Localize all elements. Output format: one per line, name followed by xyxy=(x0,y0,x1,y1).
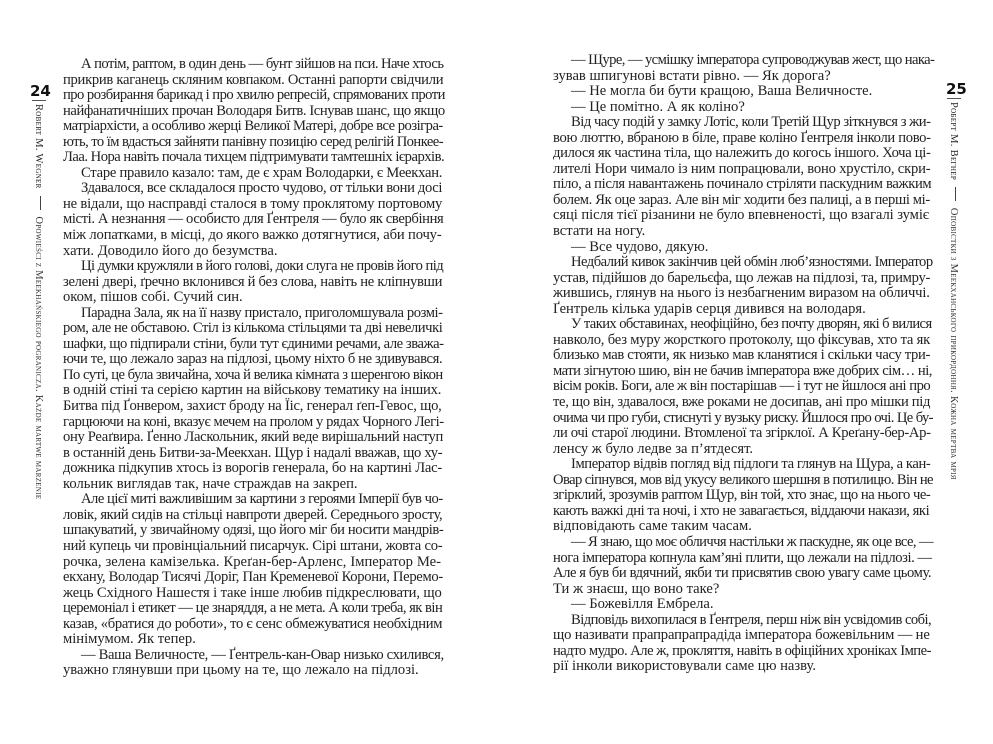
text-line: шафки, що підпирали стіни, були тут єдиними речами, але зважа- xyxy=(63,335,444,352)
text-line: — Ваша Величносте, — Ґентрель-кан-Овар низько схилився, xyxy=(81,646,444,663)
running-head-divider xyxy=(955,187,956,201)
text-line: Парадна Зала, як на її назву пристало, приголомшувала розмі- xyxy=(81,304,443,321)
text-line: найфанатичніших прочан Володаря Битв. Існував шанс, що якщо xyxy=(63,102,445,119)
text-line: кольник виглядав так, наче страждав на закреп. xyxy=(63,475,358,492)
text-line: ловік, який сидів на стільці навпроти дверей. Середнього зросту, xyxy=(63,506,443,523)
text-line: гарцюючи на коні, вказує мечем на пролом у рядах Чорного Легі- xyxy=(63,413,444,430)
text-line: — Це помітно. А як коліно? xyxy=(571,98,745,115)
text-line: Відповідь вихопилася в Ґентреля, перш ніж він усвідомив собі, xyxy=(571,611,932,628)
text-line: екхану, Володар Тисячі Доріг, Пан Кременевої Корони, Перемо- xyxy=(63,569,443,586)
text-line: дилося як частина тіла, що належить до когось іншого. Хоча ці- xyxy=(553,145,931,162)
text-line: Імператор відвів погляд від підлоги та глянув на Щура, а кан- xyxy=(571,456,931,473)
text-line: Недбалий кивок закінчив цей обмін люб’язностями. Імператор xyxy=(571,254,933,271)
text-line: По суті, це була звичайна, хоча й велика кімната з шеренгою вікон xyxy=(63,366,443,383)
page-number-rule xyxy=(947,98,961,99)
running-head-author: Robert M. Wegner xyxy=(33,104,44,189)
text-line: прикрив каганець скляним ковпаком. Останні рапорти свідчили xyxy=(63,71,444,88)
text-line: лителі Нори чимало із ним попрацювали, воно хрустіло, скри- xyxy=(553,160,931,177)
text-line: нога імператора копнула кам’яні плити, що лежали на підлозі. — xyxy=(553,549,932,566)
running-head-title: Оповістки з Меекханського прикордоння. Кожна мертва мрія xyxy=(948,207,959,480)
text-line: Ґентрель кілька ударів серця дивився на володаря. xyxy=(553,300,866,317)
text-line: те, що він, здавалося, вже роками не досипав, ані про мішки під xyxy=(553,394,931,411)
text-line: мати зігнутою шию, він не бачив імператора вже добрих сім… ні, xyxy=(553,362,932,379)
text-line: що називати прапрапрапрадіда імператора божевільним — не xyxy=(553,627,930,644)
text-line: церемоніал і етикет — це знаряддя, а не мета. А коли треба, як він xyxy=(63,600,443,617)
text-line: Битва під Ґонвером, захист броду на Їіс, генерал ґеп-Гевос, що, xyxy=(63,398,442,415)
text-line: кають важкі дні та ночі, і хто не завагається, віддаючи накази, які xyxy=(553,502,930,519)
text-line: ючи те, що лежало зараз на підлозі, цьому ніхто б не здивувався. xyxy=(63,351,443,368)
running-head-author: Роберт М. Вегнер xyxy=(948,102,959,181)
text-line: ону Реаґвира. Ґенно Ласкольник, який веде вирішальний наступ xyxy=(63,429,443,446)
text-line: про розбирання барикад і про хвилю репресій, спрямованих проти xyxy=(63,87,445,104)
text-line: ленсу ж було ледве за п’ятдесят. xyxy=(553,440,754,457)
text-line: — Не могла би бути кращою, Ваша Величносте. xyxy=(571,83,873,100)
text-line: уважно глянувши при цьому на те, що лежало на підлозі. xyxy=(63,662,419,679)
text-line: зував шпигунові встати рівно. — Як дорога? xyxy=(553,67,831,84)
page-number: 24 xyxy=(30,82,51,100)
text-line: в одній стіні та серією картин на військову тематику на інших. xyxy=(63,382,442,399)
text-line: шпакуватий, у звичайному одязі, що його міг би носити мандрів- xyxy=(63,522,444,539)
text-line: Ти ж знаєш, що воно таке? xyxy=(553,580,720,597)
page-number: 25 xyxy=(946,80,967,98)
running-head xyxy=(33,104,44,499)
text-line: ром, але не обставою. Стіл із кількома стільцями та дві невеличкі xyxy=(63,320,443,337)
text-line: устав, підійшов до барельєфа, що лежав на підлозі, та, примру- xyxy=(553,269,931,286)
text-line: оком, пішов собі. Сучий син. xyxy=(63,289,243,306)
text-line: очима чи про губи, стиснуті у вузьку риску. Йшлося про очі. Це бу- xyxy=(553,409,933,426)
running-head xyxy=(948,102,959,480)
text-line: вою люттю, вбраною в біле, праве коліно Ґентреля інколи пово- xyxy=(553,129,931,146)
text-line: Старе правило казало: там, де є храм Володарки, є Меекхан. xyxy=(81,164,443,181)
text-line: ють, то їм вдасться зайняти панівну позицію серед релігій Понкее- xyxy=(63,133,444,150)
text-line: — Щуре, — усмішку імператора супроводжував жест, що нака- xyxy=(571,52,935,68)
body-text xyxy=(553,52,935,675)
text-line: ний купець чи провінціальний писарчук. Сірі штани, жовта со- xyxy=(63,537,443,554)
text-line: в останній день Битви-за-Меекхан. Щур і надалі вважав, що ху- xyxy=(63,444,443,461)
text-line: сяці після тієї різанини не було впевненості, що взагалі зуміє xyxy=(553,207,929,224)
text-line: Овар сіпнувся, мов від укусу великого шершня в потилицю. Він не xyxy=(553,471,933,488)
text-line: рочка, зелена камізелька. Креґан-бер-Арленс, Імператор Ме- xyxy=(63,553,441,570)
text-line: вісім років. Боги, але ж він постарішав — і тут не йшлося ані про xyxy=(553,378,931,395)
text-line: — Божевілля Ембрела. xyxy=(571,596,714,613)
text-line: не відали, що насправді сталося в тому проклятому портовому xyxy=(63,195,443,212)
text-line: відповідають саме таким часам. xyxy=(553,518,752,535)
left-page xyxy=(0,0,496,744)
running-head-title: Opowieści z Meekhańskiego pogranicza. Każde martwe marzenie xyxy=(33,216,44,500)
text-line: хати. Доводило його до безумства. xyxy=(63,242,278,259)
text-line: встати на ногу. xyxy=(553,223,646,240)
text-line: А потім, раптом, в один день — бунт зійшов на пси. Наче хтось xyxy=(81,56,444,72)
text-line: надто мудро. Але ж, прокляття, навіть в офіційних хроніках Імпе- xyxy=(553,642,931,659)
page-number-rule xyxy=(32,100,46,101)
text-line: ли очі старої людини. Втомленої та згірклої. А Креґану-бер-Ар- xyxy=(553,425,931,442)
text-line: У таких обставинах, неофіційно, без почту дворян, які б вилися xyxy=(571,316,932,333)
text-line: місті. А незнання — особисто для Ґентреля — було як свербіння xyxy=(63,211,444,228)
text-line: матріархісти, а особливо жерці Великої Матері, добре все розігра- xyxy=(63,118,443,135)
right-page xyxy=(496,0,993,744)
text-line: дожника підкупив хтось із ворогів генерала, бо на картині Лас- xyxy=(63,460,443,477)
text-line: зелені двері, ґречно вклонився й без слова, навіть не кліпнувши xyxy=(63,273,443,290)
text-line: Ці думки кружляли в його голові, доки слуга не провів його під xyxy=(81,258,444,275)
text-line: — Все чудово, дякую. xyxy=(571,238,709,255)
text-line: Але цієї миті важливішим за картини з героями Імперії був чо- xyxy=(81,491,443,508)
text-line: жившись, глянув на нього із незбагненим виразом на обличчі. xyxy=(553,285,930,302)
text-line: згірклий, зрозумів раптом Щур, він той, хто знає, що на нього че- xyxy=(553,487,931,504)
text-line: Лаа. Нора навіть почала тихцем підтримувати тамтешніх ієрархів. xyxy=(63,149,445,166)
text-line: Здавалося, все складалося просто чудово, от тільки вони досі xyxy=(81,180,443,197)
text-line: казав, «братися до роботи», то є сенс обмежуватися необхідним xyxy=(63,615,443,632)
text-line: жець Східного Нашестя і таке інше любив підкреслювати, що xyxy=(63,584,442,601)
text-line: навколо, без муру жорсткого протоколу, що фіксував, хто та як xyxy=(553,331,931,348)
text-line: мінімумом. Як тепер. xyxy=(63,631,196,648)
text-line: піло, а після навантажень починало стріляти паскудним важким xyxy=(553,176,932,193)
body-text xyxy=(63,56,445,679)
text-line: болем. Як оце зараз. Але він міг ходити без палиці, а в перші мі- xyxy=(553,191,930,208)
text-line: між лопатками, в місці, до якого важко дотягнутися, аби почу- xyxy=(63,227,442,244)
text-line: Але я був би вдячний, якби ти присвятив свою увагу саме цьому. xyxy=(553,565,932,582)
text-line: Від часу подій у замку Лотіс, коли Третій Щур зіткнувся з жи- xyxy=(571,114,931,131)
running-head-divider xyxy=(40,196,41,210)
text-line: — Я знаю, що моє обличчя настільки ж паскудне, як оце все, — xyxy=(571,533,933,550)
text-line: близько мав стояти, як низько мав кланятися і скільки часу три- xyxy=(553,347,931,364)
text-line: рії інколи використовували саме цю назву. xyxy=(553,658,817,675)
